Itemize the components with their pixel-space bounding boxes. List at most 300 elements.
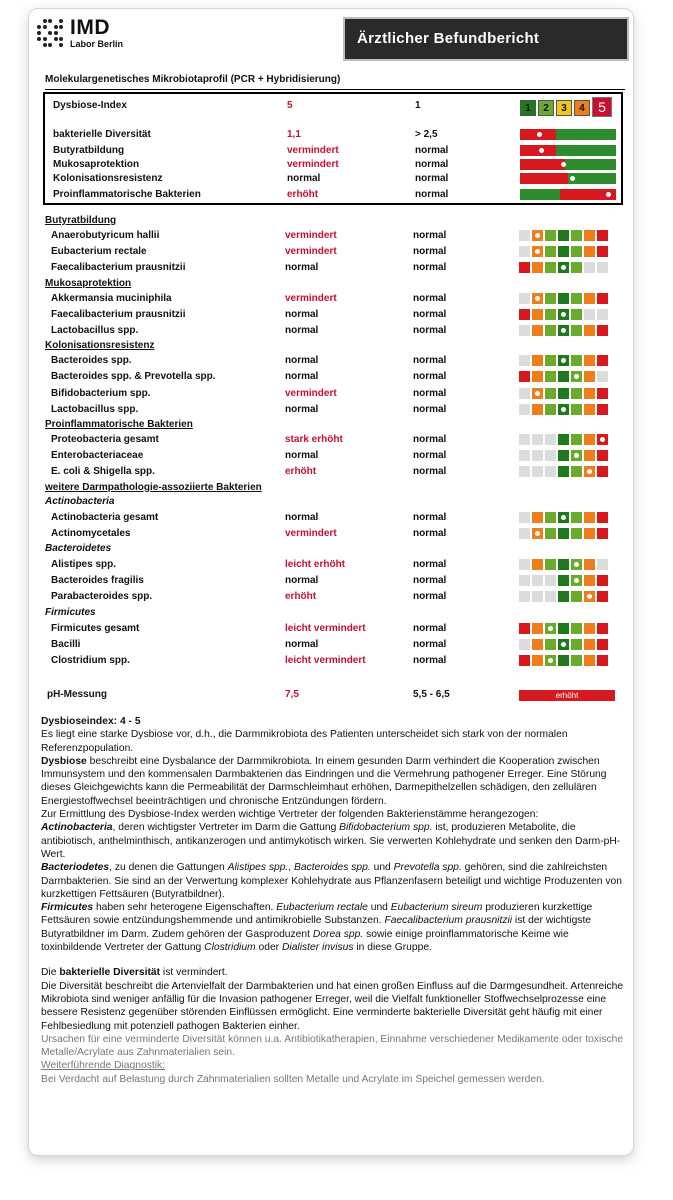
group-heading: Kolonisationsresistenz: [45, 340, 155, 352]
scale-cell: [558, 575, 569, 586]
scale-cell: [532, 559, 543, 570]
scale-cell: [519, 325, 530, 336]
scale-cell: [545, 246, 556, 257]
bacteria-value: leicht vermindert: [285, 655, 366, 666]
bacteria-value: vermindert: [285, 527, 337, 539]
scale-cell: [519, 512, 530, 523]
scale-cell: [545, 309, 556, 320]
bacteria-name: E. coli & Shigella spp.: [51, 466, 155, 478]
level-scale: [519, 512, 608, 523]
scale-cell: [597, 325, 608, 336]
scale-cell: [584, 434, 595, 445]
bacteria-ref: normal: [413, 308, 447, 320]
scale-cell: [532, 404, 543, 415]
bacteria-ref: normal: [413, 655, 447, 666]
level-scale: [519, 528, 608, 539]
bacteria-row: [29, 464, 634, 480]
scale-cell: [597, 466, 608, 477]
scale-cell: [519, 230, 530, 241]
group-heading: Proinflammatorische Bakterien: [45, 419, 193, 430]
scale-cell-marked: [597, 434, 608, 445]
summary-name: Butyratbildung: [53, 145, 125, 156]
summary-name: Dysbiose-Index: [53, 100, 127, 111]
scale-cell-marked: [571, 371, 582, 382]
summary-box: [43, 92, 623, 205]
bacteria-name: Actinomycetales: [51, 527, 131, 539]
scale-cell: [584, 528, 595, 539]
summary-row-dysbiose: [45, 98, 621, 113]
scale-cell: [558, 623, 569, 634]
scale-cell-marked: [558, 639, 569, 650]
bacteria-row: [29, 526, 634, 542]
summary-level-bar: [520, 173, 616, 184]
bacteria-row: [29, 244, 634, 260]
scale-cell: [597, 639, 608, 650]
bacteroidetes-paragraph: Bacteriodetes, zu denen die Gattungen Alistipes spp., Bacteroides spp. und Prevotella spp. gehören, sind die zahlreichsten Darmbakterien. Sie sind an der Verwertung komplexer Kohlehydrate aus Pflanzenfasern beteiligt und wichtige Produzenten von kurzkettigen Fettsäuren (Butyratbildner).: [41, 862, 622, 900]
bacteria-name: Firmicutes gesamt: [51, 622, 140, 634]
index-cell-1: 1: [520, 100, 536, 116]
bacteria-ref: normal: [413, 511, 447, 523]
bacteria-row: [29, 402, 634, 418]
bacteria-value: normal: [285, 325, 319, 336]
scale-cell: [597, 404, 608, 415]
bacteria-ref: normal: [413, 591, 447, 603]
scale-cell: [571, 404, 582, 415]
ph-ref: 5,5 - 6,5: [413, 689, 450, 700]
summary-value: erhöht: [287, 189, 319, 200]
scale-cell: [597, 371, 608, 382]
logo-sub-text: Labor Berlin: [70, 39, 124, 49]
scale-cell: [558, 388, 569, 399]
scale-cell: [519, 355, 530, 366]
level-scale: [519, 309, 608, 320]
scale-cell: [519, 434, 530, 445]
scale-cell: [532, 623, 543, 634]
scale-cell: [545, 262, 556, 273]
bacteria-value: vermindert: [285, 246, 337, 258]
group-heading: Mukosaprotektion: [45, 277, 132, 289]
scale-cell: [545, 450, 556, 461]
scale-cell-marked: [584, 591, 595, 602]
report-header: [29, 9, 634, 67]
bacteria-value: vermindert: [285, 292, 337, 304]
scale-cell: [597, 528, 608, 539]
scale-cell-marked: [545, 655, 556, 666]
index-cell-5-active: 5: [592, 97, 612, 117]
ph-value: 7,5: [285, 689, 299, 700]
summary-name: bakterielle Diversität: [53, 129, 151, 140]
summary-level-bar: [520, 145, 616, 156]
bacteria-name: Faecalibacterium prausnitzii: [51, 308, 186, 320]
scale-cell: [532, 466, 543, 477]
bacteria-ref: normal: [413, 575, 447, 587]
scale-cell: [519, 371, 530, 382]
bacteria-name: Bacilli: [51, 638, 81, 650]
scale-cell-marked: [558, 262, 569, 273]
scale-cell: [532, 355, 543, 366]
scale-cell-marked: [558, 309, 569, 320]
scale-cell: [571, 655, 582, 666]
level-scale: [519, 404, 608, 415]
actinobacteria-paragraph: Actinobacteria, deren wichtigster Vertreter im Darm die Gattung Bifidobacterium spp. ist, produzieren Metabolite, die antibiotisch, anthelminthisch, antikanzerogen und antimykotisch wirken. Sie verwerten Kohlehydrate und senken den Darm-pH-Wert.: [41, 822, 621, 860]
bacteria-name: Lactobacillus spp.: [51, 325, 139, 336]
scale-cell: [584, 404, 595, 415]
bacteria-name: Alistipes spp.: [51, 559, 117, 570]
summary-ref: normal: [415, 189, 449, 200]
bacteria-row: [29, 291, 634, 307]
scale-cell: [532, 434, 543, 445]
scale-cell: [597, 450, 608, 461]
summary-value: vermindert: [287, 145, 339, 156]
scale-cell: [597, 355, 608, 366]
scale-cell: [558, 591, 569, 602]
level-scale: [519, 371, 608, 382]
scale-cell: [584, 623, 595, 634]
scale-cell: [545, 591, 556, 602]
level-scale: [519, 591, 608, 602]
bacteria-ref: normal: [413, 230, 447, 241]
scale-cell: [558, 246, 569, 257]
bacteria-value: normal: [285, 355, 319, 367]
summary-name: Mukosaprotektion: [53, 159, 140, 170]
scale-cell: [571, 528, 582, 539]
scale-cell: [519, 309, 530, 320]
bacteria-row: [29, 323, 634, 339]
ph-row: [29, 687, 634, 703]
bacteria-row: [29, 637, 634, 653]
scale-cell: [545, 434, 556, 445]
bacteria-ref: normal: [413, 434, 447, 445]
bacteria-ref: normal: [413, 466, 447, 478]
dysbioseindex-line: Es liegt eine starke Dysbiose vor, d.h., die Darmmikrobiota des Patienten unterscheidet sich stark von der normalen Referenzpopulation.: [41, 729, 568, 754]
scale-cell: [519, 623, 530, 634]
scale-cell: [597, 655, 608, 666]
summary-ref: normal: [415, 159, 449, 170]
scale-cell: [597, 575, 608, 586]
bacteria-name: Clostridium spp.: [51, 655, 130, 666]
summary-row: [45, 157, 621, 172]
scale-cell-marked: [532, 388, 543, 399]
index-cell-3: 3: [556, 100, 572, 116]
scale-cell: [571, 388, 582, 399]
scale-cell: [558, 559, 569, 570]
level-scale: [519, 434, 608, 445]
summary-row: [45, 187, 621, 202]
section-title: Molekulargenetisches Mikrobiotaprofil (PCR + Hybridisierung): [45, 74, 341, 85]
bacteria-ref: normal: [413, 355, 447, 367]
subgroup-heading: Actinobacteria: [45, 495, 115, 507]
bacteria-value: leicht vermindert: [285, 622, 366, 634]
scale-cell: [545, 230, 556, 241]
scale-cell: [584, 262, 595, 273]
scale-cell: [584, 371, 595, 382]
group-heading: Butyratbildung: [45, 215, 117, 226]
scale-cell: [584, 230, 595, 241]
bacteria-ref: normal: [413, 527, 447, 539]
scale-cell: [545, 639, 556, 650]
scale-cell-marked: [571, 575, 582, 586]
scale-cell: [519, 404, 530, 415]
summary-level-bar: [520, 159, 616, 170]
scale-cell: [519, 450, 530, 461]
bacteria-name: Bacteroides spp. & Prevotella spp.: [51, 371, 216, 383]
bar-marker-dot: [561, 162, 566, 167]
subgroup-heading: Bacteroidetes: [45, 543, 112, 554]
bar-green-segment: [568, 173, 616, 184]
scale-cell: [519, 528, 530, 539]
group-heading: weitere Darmpathologie-assoziierte Bakterien: [45, 481, 262, 493]
bacteria-row: [29, 448, 634, 464]
scale-cell: [597, 559, 608, 570]
speichel-hinweis: Bei Verdacht auf Belastung durch Zahnmaterialien sollten Metalle und Acrylate im Speichel gemessen werden.: [41, 1073, 545, 1085]
bacteria-name: Parabacteroides spp.: [51, 591, 153, 603]
summary-ref: > 2,5: [415, 129, 438, 140]
scale-cell-marked: [558, 355, 569, 366]
level-scale: [519, 262, 608, 273]
diversitaet-paragraph: Die Diversität beschreibt die Artenvielfalt der Darmbakterien und hat einen großen Einfluss auf die Darmgesundheit. Artenreiche Mikrobiota sind weniger anfällig für die Invasion pathogener Erreger, weil die Vielfalt funktioneller Stoffwechselprozesse eine bessere Resistenz gegenüber störenden Einflüssen ermöglicht. Eine verminderte bakterielle Diversität geht häufig mit einer Fehlbesiedlung mit potenziell pathogen Bakterien einher.: [41, 980, 624, 1032]
scale-cell: [558, 450, 569, 461]
scale-cell: [519, 262, 530, 273]
scale-cell: [584, 450, 595, 461]
scale-cell: [532, 639, 543, 650]
scale-cell: [597, 262, 608, 273]
scale-cell-marked: [532, 528, 543, 539]
scale-cell: [545, 559, 556, 570]
scale-cell: [532, 575, 543, 586]
scale-cell-marked: [558, 512, 569, 523]
bar-green-segment: [520, 189, 560, 200]
scale-cell: [532, 325, 543, 336]
scale-cell: [519, 575, 530, 586]
report-sheet: [28, 8, 634, 1156]
bacteria-name: Bacteroides fragilis: [51, 575, 144, 587]
scale-cell: [519, 466, 530, 477]
level-scale: [519, 639, 608, 650]
scale-cell: [558, 655, 569, 666]
scale-cell: [571, 293, 582, 304]
subgroup-heading: Firmicutes: [45, 606, 96, 618]
scale-cell: [571, 639, 582, 650]
bacteria-ref: normal: [413, 387, 447, 399]
scale-cell: [597, 246, 608, 257]
bar-green-segment: [565, 159, 616, 170]
index-cell-4: 4: [574, 100, 590, 116]
scale-cell: [545, 388, 556, 399]
summary-row: [45, 127, 621, 142]
scale-cell: [571, 512, 582, 523]
level-scale: [519, 246, 608, 257]
bacteria-ref: normal: [413, 622, 447, 634]
summary-ref: normal: [415, 145, 449, 156]
summary-ref: normal: [415, 173, 449, 184]
scale-cell: [571, 355, 582, 366]
scale-cell: [545, 528, 556, 539]
summary-row: [45, 171, 621, 186]
bacteria-ref: normal: [413, 559, 447, 570]
bar-marker-dot: [539, 148, 544, 153]
summary-name: Proinflammatorische Bakterien: [53, 189, 201, 200]
ph-status-bar: erhöht: [519, 690, 615, 701]
scale-cell-marked: [571, 559, 582, 570]
bacteria-name: Actinobacteria gesamt: [51, 511, 159, 523]
scale-cell: [584, 512, 595, 523]
scale-cell: [532, 309, 543, 320]
logo-dots-icon: [37, 19, 65, 47]
scale-cell: [558, 434, 569, 445]
level-scale: [519, 655, 608, 666]
bar-red-segment: [520, 173, 568, 184]
bacteria-name: Faecalibacterium prausnitzii: [51, 262, 186, 274]
scale-cell: [532, 591, 543, 602]
bacteria-name: Bacteroides spp.: [51, 355, 132, 367]
scale-cell: [519, 293, 530, 304]
scale-cell-marked: [532, 246, 543, 257]
level-scale: [519, 355, 608, 366]
scale-cell: [545, 293, 556, 304]
scale-cell: [545, 466, 556, 477]
scale-cell: [519, 591, 530, 602]
bacteria-value: normal: [285, 371, 319, 383]
bacteria-row: [29, 573, 634, 589]
scale-cell: [584, 388, 595, 399]
level-scale: [519, 623, 608, 634]
scale-cell: [584, 655, 595, 666]
bacteria-value: normal: [285, 450, 319, 462]
scale-cell: [571, 325, 582, 336]
level-scale: [519, 230, 608, 241]
scale-cell: [532, 450, 543, 461]
bacteria-ref: normal: [413, 638, 447, 650]
dysbioseindex-heading: Dysbioseindex: 4 - 5: [41, 716, 141, 727]
summary-ref: 1: [415, 100, 421, 111]
scale-cell: [584, 309, 595, 320]
scale-cell: [571, 230, 582, 241]
bacteria-row: [29, 228, 634, 244]
bacteria-name: Anaerobutyricum hallii: [51, 230, 160, 241]
scale-cell-marked: [571, 450, 582, 461]
bacteria-row: [29, 260, 634, 276]
firmicutes-paragraph: Firmicutes haben sehr heterogene Eigenschaften. Eubacterium rectale und Eubacterium sireum produzieren kurzkettige Fettsäuren sowie entzündungshemmende und antimikrobielle Substanzen. Faecalibacterium prausnitzii ist der wichtigste Butyratbildner im Darm. Zudem gehören der Gasproduzent Dorea spp. sowie einige proinflammatorische Keime wie toxinbildende Vertreter der Gattung Clostridium oder Dialister invisus in diese Gruppe.: [41, 902, 593, 954]
scale-cell: [597, 591, 608, 602]
scale-cell: [584, 293, 595, 304]
bacteria-ref: normal: [413, 246, 447, 258]
bacteria-ref: normal: [413, 371, 447, 383]
bacteria-name: Akkermansia muciniphila: [51, 292, 172, 304]
bacteria-name: Enterobacteriaceae: [51, 450, 144, 462]
scale-cell: [597, 512, 608, 523]
bacteria-ref: normal: [413, 262, 447, 274]
bacteria-row: [29, 432, 634, 448]
bar-red-segment: [520, 145, 556, 156]
scale-cell-marked: [532, 293, 543, 304]
scale-cell: [558, 466, 569, 477]
scale-cell-marked: [558, 404, 569, 415]
index-cell-2: 2: [538, 100, 554, 116]
scale-cell: [584, 575, 595, 586]
summary-value: 1,1: [287, 129, 301, 140]
scale-cell: [558, 528, 569, 539]
bacteria-name: Lactobacillus spp.: [51, 403, 139, 415]
bacteria-value: vermindert: [285, 230, 337, 241]
scale-cell: [571, 246, 582, 257]
scale-cell: [519, 559, 530, 570]
scale-cell: [597, 309, 608, 320]
scale-cell: [558, 371, 569, 382]
scale-cell: [558, 230, 569, 241]
summary-level-bar: [520, 189, 616, 200]
scale-cell: [584, 355, 595, 366]
summary-row: [45, 143, 621, 158]
dysbiose-index-scale: [520, 100, 612, 117]
bacteria-row: [29, 307, 634, 323]
summary-level-bar: [520, 129, 616, 140]
diversitaet-heading: Die bakterielle Diversität ist vermindert.: [41, 967, 228, 979]
interpretation-text: [41, 715, 627, 1086]
scale-cell: [584, 559, 595, 570]
scale-cell: [597, 388, 608, 399]
bacteria-row: [29, 557, 634, 573]
level-scale: [519, 575, 608, 586]
bacteria-ref: normal: [413, 403, 447, 415]
scale-cell: [545, 575, 556, 586]
level-scale: [519, 450, 608, 461]
bacteria-value: normal: [285, 262, 319, 274]
scale-cell: [571, 262, 582, 273]
zur-ermittlung: Zur Ermittlung des Dysbiose-Index werden wichtige Vertreter der folgenden Bakterienstämme herangezogen:: [41, 809, 539, 821]
bar-red-segment: [520, 159, 565, 170]
scale-cell: [597, 293, 608, 304]
scale-cell: [532, 512, 543, 523]
bacteria-row: [29, 353, 634, 369]
bar-marker-dot: [537, 132, 542, 137]
scale-cell: [545, 404, 556, 415]
scale-cell-marked: [584, 466, 595, 477]
scale-cell: [597, 623, 608, 634]
ph-name: pH-Messung: [47, 689, 107, 700]
bar-green-segment: [556, 129, 616, 140]
level-scale: [519, 466, 608, 477]
dysbiose-definition: Dysbiose beschreibt eine Dysbalance der Darmmikrobiota. In einem gesunden Darm verhindert die Kooperation zwischen Immunsystem und den kommensalen Darmbakterien das Eindringen und die Vermehrung pathogener Erreger. Eine Störung dieses Gleichgewichts kann die Permeabilität der Darmschleimhaut erhöhen, Darmepithelzellen schädigen, den zellulären Energiestoffwechsel beeinträchtigen und chronische Entzündungen fördern.: [41, 755, 607, 807]
imd-logo: [37, 17, 123, 49]
summary-value: normal: [287, 173, 321, 184]
scale-cell: [545, 355, 556, 366]
bacteria-value: erhöht: [285, 591, 317, 603]
scale-cell-marked: [545, 623, 556, 634]
logo-main-text: IMD: [70, 16, 110, 39]
scale-cell: [532, 655, 543, 666]
bacteria-value: normal: [285, 308, 319, 320]
bacteria-value: normal: [285, 511, 319, 523]
level-scale: [519, 325, 608, 336]
bacteria-value: normal: [285, 638, 319, 650]
summary-name: Kolonisationsresistenz: [53, 173, 163, 184]
bacteria-row: [29, 386, 634, 402]
bacteria-value: normal: [285, 575, 319, 587]
bacteria-name: Proteobacteria gesamt: [51, 434, 159, 445]
scale-cell: [545, 325, 556, 336]
section-divider: [45, 89, 625, 90]
bacteria-row: [29, 589, 634, 605]
scale-cell: [532, 262, 543, 273]
bar-marker-dot: [570, 176, 575, 181]
scale-cell: [571, 309, 582, 320]
bacteria-row: [29, 621, 634, 637]
bacteria-value: vermindert: [285, 387, 337, 399]
summary-value: vermindert: [287, 159, 339, 170]
scale-cell: [571, 591, 582, 602]
bacteria-name: Bifidobacterium spp.: [51, 387, 151, 399]
scale-cell: [584, 639, 595, 650]
